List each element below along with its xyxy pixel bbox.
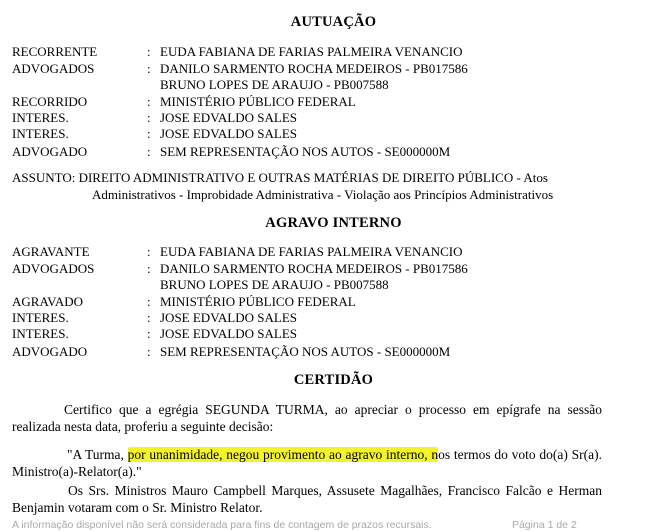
party-role-label: INTERES. xyxy=(12,326,69,341)
party-role-label: ADVOGADO xyxy=(12,144,88,159)
party-name: EUDA FABIANA DE FARIAS PALMEIRA VENANCIO xyxy=(160,44,463,59)
colon-separator: : xyxy=(147,110,151,125)
party-name: BRUNO LOPES DE ARAUJO - PB007588 xyxy=(160,277,389,292)
party-role-label: INTERES. xyxy=(12,110,69,125)
party-name: JOSE EDVALDO SALES xyxy=(160,326,297,341)
party-name: MINISTÉRIO PÚBLICO FEDERAL xyxy=(160,94,356,109)
certidao-heading: CERTIDÃO xyxy=(293,372,374,388)
party-role-label: AGRAVANTE xyxy=(12,244,90,259)
agravo-heading: AGRAVO INTERNO xyxy=(265,215,402,231)
colon-separator: : xyxy=(147,294,151,309)
page-footer xyxy=(12,519,652,531)
quote-start: "A Turma, xyxy=(67,447,128,462)
colon-separator: : xyxy=(147,144,151,159)
party-name: SEM REPRESENTAÇÃO NOS AUTOS - SE000000M xyxy=(160,344,451,359)
party-name: BRUNO LOPES DE ARAUJO - PB007588 xyxy=(160,77,389,92)
party-role-label: ADVOGADOS xyxy=(12,261,95,276)
party-role-label: RECORRENTE xyxy=(12,44,98,59)
colon-separator: : xyxy=(147,61,151,76)
party-role-label: ADVOGADOS xyxy=(12,61,95,76)
colon-separator: : xyxy=(147,244,151,259)
colon-separator: : xyxy=(147,310,151,325)
ministers-paragraph: Os Srs. Ministros Mauro Campbell Marques, Assusete Magalhães, Francisco Falcão e Herman Benjamin votaram com o Sr. Ministro Relator. xyxy=(12,483,602,515)
party-name: EUDA FABIANA DE FARIAS PALMEIRA VENANCIO xyxy=(160,244,463,259)
party-role-label: INTERES. xyxy=(12,126,69,141)
assunto-line-1: ASSUNTO: DIREITO ADMINISTRATIVO E OUTRAS MATÉRIAS DE DIREITO PÚBLICO - Atos xyxy=(12,170,548,185)
party-role-label: AGRAVADO xyxy=(12,294,84,309)
assunto-line-2: Administrativos - Improbidade Administrativa - Violação aos Princípios Administrativos xyxy=(92,187,554,202)
party-name: DANILO SARMENTO ROCHA MEDEIROS - PB017586 xyxy=(160,261,468,276)
quote-end: os termos do voto do(a) Sr(a). Ministro(a)-Relator(a)." xyxy=(12,447,603,479)
colon-separator: : xyxy=(147,344,151,359)
party-name: SEM REPRESENTAÇÃO NOS AUTOS - SE000000M xyxy=(160,144,451,159)
page-number: Página 1 de 2 xyxy=(512,519,577,531)
colon-separator: : xyxy=(147,94,151,109)
party-name: JOSE EDVALDO SALES xyxy=(160,310,297,325)
highlighted-decision: por unanimidade, negou provimento ao agravo interno, n xyxy=(127,447,439,462)
colon-separator: : xyxy=(147,326,151,341)
party-role-label: RECORRIDO xyxy=(12,94,88,109)
party-name: MINISTÉRIO PÚBLICO FEDERAL xyxy=(160,294,356,309)
footer-notice: A informação disponível não será considerada para fins de contagem de prazos recursais. xyxy=(12,519,432,531)
colon-separator: : xyxy=(147,126,151,141)
colon-separator: : xyxy=(147,261,151,276)
assunto-text xyxy=(12,169,612,203)
party-name: JOSE EDVALDO SALES xyxy=(160,126,297,141)
party-role-label: ADVOGADO xyxy=(12,344,88,359)
certidao-paragraph: Certifico que a egrégia SEGUNDA TURMA, ao apreciar o processo em epígrafe na sessão realizada nesta data, proferiu a seguinte decisão: xyxy=(12,402,602,434)
decision-quote xyxy=(12,446,602,480)
party-role-label: INTERES. xyxy=(12,310,69,325)
party-name: JOSE EDVALDO SALES xyxy=(160,110,297,125)
party-name: DANILO SARMENTO ROCHA MEDEIROS - PB017586 xyxy=(160,61,468,76)
autuacao-heading: AUTUAÇÃO xyxy=(290,14,377,30)
colon-separator: : xyxy=(147,44,151,59)
